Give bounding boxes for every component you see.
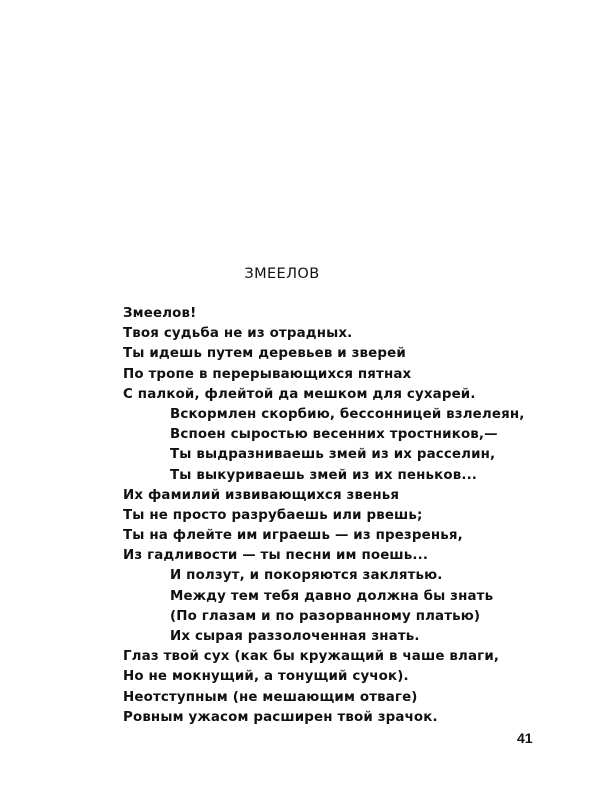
poem-line-indented: Ты выкуриваешь змей из их пеньков... <box>170 467 478 483</box>
poem-line-indented: Их сырая раззолоченная знать. <box>170 629 420 644</box>
poem-line: Их фамилий извивающихся звенья <box>123 487 400 503</box>
poem-body <box>123 304 543 728</box>
poem-line: Ты идешь путем деревьев и зверей <box>123 346 406 362</box>
poem-line: По тропе в перерывающихся пятнах <box>123 366 412 382</box>
poem-line: Змеелов! <box>123 306 197 321</box>
poem-line-indented: Ты выдразниваешь змей из их расселин, <box>170 447 496 463</box>
poem-line: Ты на флейте им играешь — из презренья, <box>123 528 463 544</box>
poem-line: Твоя судьба не из отрадных. <box>123 326 353 342</box>
poem-line: Ровным ужасом расширен твой зрачок. <box>123 709 438 725</box>
poem-line: Но не мокнущий, а тонущий сучок). <box>123 669 409 685</box>
poem-line-indented: Между тем тебя давно должна бы знать <box>170 588 494 604</box>
poem-line: Из гадливости — ты песни им поешь... <box>123 548 429 564</box>
poem-title: ЗМЕЕЛОВ <box>244 266 320 282</box>
poem-line-indented: Вскормлен скорбию, бессонницей взлелеян, <box>170 406 525 422</box>
poem-line: Ты не просто разрубаешь или рвешь; <box>123 507 423 523</box>
poem-line: Неотступным (не мешающим отваге) <box>123 689 418 705</box>
poem-line: Глаз твой сух (как бы кружащий в чаше влаги, <box>123 649 500 665</box>
poem-line: С палкой, флейтой да мешком для сухарей. <box>123 386 476 402</box>
poem-line-indented: (По глазам и по разорванному платью) <box>170 608 481 624</box>
page-number: 41 <box>517 730 533 746</box>
poem-line-indented: И ползут, и покоряются заклятью. <box>170 568 443 584</box>
poem-line-indented: Вспоен сыростью весенних тростников,— <box>170 427 498 443</box>
